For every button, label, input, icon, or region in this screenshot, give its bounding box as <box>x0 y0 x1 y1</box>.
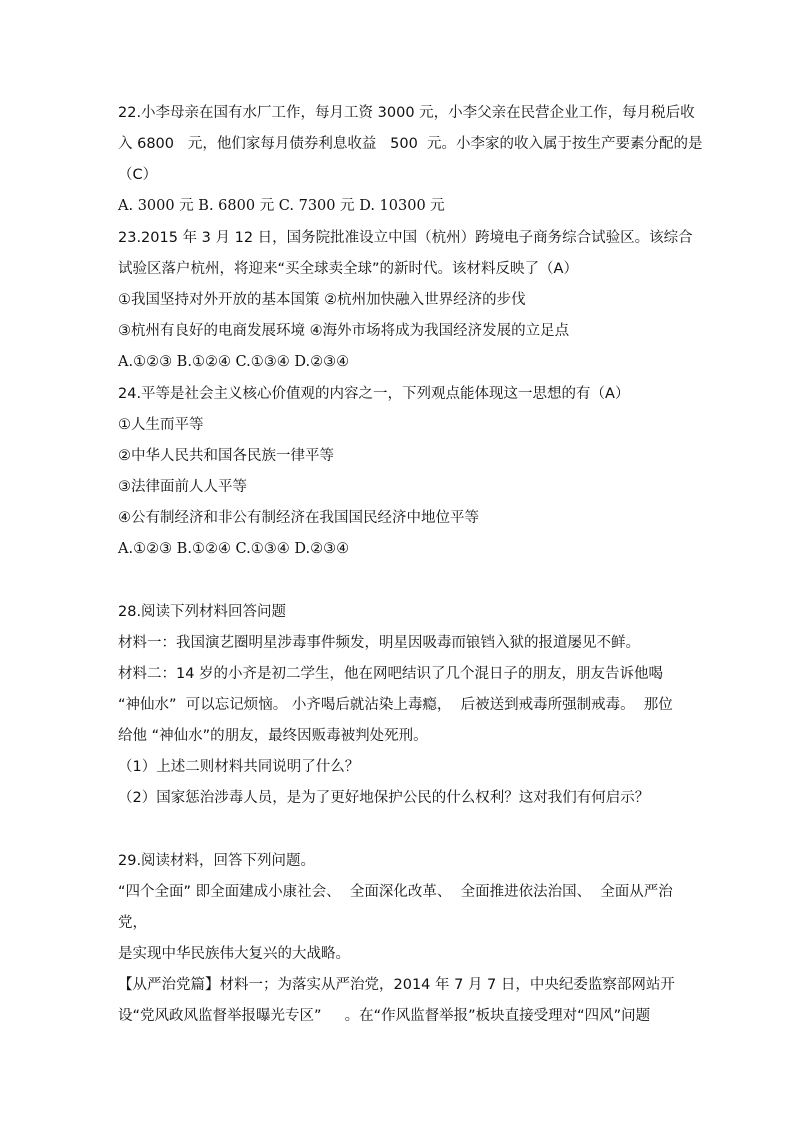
question-22-line-2: 入 6800 元，他们家每月债券利息收益 500 元。小李家的收入属于按生产要素分配的是 <box>118 136 703 152</box>
question-24-statement-3: ③法律面前人人平等 <box>118 479 247 495</box>
question-24-statement-1: ①人生而平等 <box>118 417 204 433</box>
question-29-material-1-line-2: 设“党风政风监督举报曝光专区” 。在“作风监督举报”板块直接受理对“四风”问题 <box>118 1008 651 1024</box>
question-28-material-1: 材料一：我国演艺圈明星涉毒事件频发，明星因吸毒而锒铛入狱的报道屡见不鲜。 <box>118 635 640 651</box>
question-28-material-2-line-3: 给他 “神仙水”的朋友，最终因贩毒被判处死刑。 <box>118 728 428 744</box>
question-22-line-1: 22.小李母亲在国有水厂工作，每月工资 3000 元，小李父亲在民营企业工作，每月税后收 <box>118 105 695 121</box>
question-23-statements-2: ③杭州有良好的电商发展环境 ④海外市场将成为我国经济发展的立足点 <box>118 323 570 339</box>
question-29-line-1: “四个全面” 即全面建成小康社会、 全面深化改革、 全面推进依法治国、 全面从严治 <box>118 884 673 900</box>
question-24-line-1: 24.平等是社会主义核心价值观的内容之一，下列观点能体现这一思想的有（A） <box>118 386 630 402</box>
question-29-line-3: 是实现中华民族伟大复兴的大战略。 <box>118 946 350 962</box>
question-24-statement-4: ④公有制经济和非公有制经济在我国国民经济中地位平等 <box>118 510 479 526</box>
question-24-options: A.①②③ B.①②④ C.①③④ D.②③④ <box>118 541 350 557</box>
question-29-line-2: 党， <box>118 915 147 931</box>
question-28-subquestion-2: （2）国家惩治涉毒人员，是为了更好地保护公民的什么权利？这对我们有何启示？ <box>118 790 650 806</box>
question-22-options: A. 3000 元 B. 6800 元 C. 7300 元 D. 10300 元 <box>118 198 445 214</box>
question-22-answer: （C） <box>118 167 158 183</box>
question-28-heading: 28.阅读下列材料回答问题 <box>118 604 287 620</box>
question-28-subquestion-1: （1）上述二则材料共同说明了什么？ <box>118 759 360 775</box>
question-28-material-2-line-2: “神仙水” 可以忘记烦恼。 小齐喝后就沾染上毒瘾， 后被送到戒毒所强制戒毒。 那位 <box>118 697 673 713</box>
question-23-line-2: 试验区落户杭州，将迎来“买全球卖全球”的新时代。该材料反映了（A） <box>118 261 578 277</box>
question-23-options: A.①②③ B.①②④ C.①③④ D.②③④ <box>118 354 350 370</box>
question-28-material-2-line-1: 材料二：14 岁的小齐是初二学生，他在网吧结识了几个混日子的朋友，朋友告诉他喝 <box>118 666 664 682</box>
question-29-heading: 29.阅读材料，回答下列问题。 <box>118 853 316 869</box>
question-23-line-1: 23.2015 年 3 月 12 日，国务院批准设立中国（杭州）跨境电子商务综合试验区。该综合 <box>118 230 693 246</box>
question-24-statement-2: ②中华人民共和国各民族一律平等 <box>118 448 334 464</box>
question-29-material-1-line-1: 【从严治党篇】材料一；为落实从严治党，2014 年 7 月 7 日，中央纪委监察部网站开 <box>118 977 675 993</box>
question-23-statements-1: ①我国坚持对外开放的基本国策 ②杭州加快融入世界经济的步伐 <box>118 292 526 308</box>
